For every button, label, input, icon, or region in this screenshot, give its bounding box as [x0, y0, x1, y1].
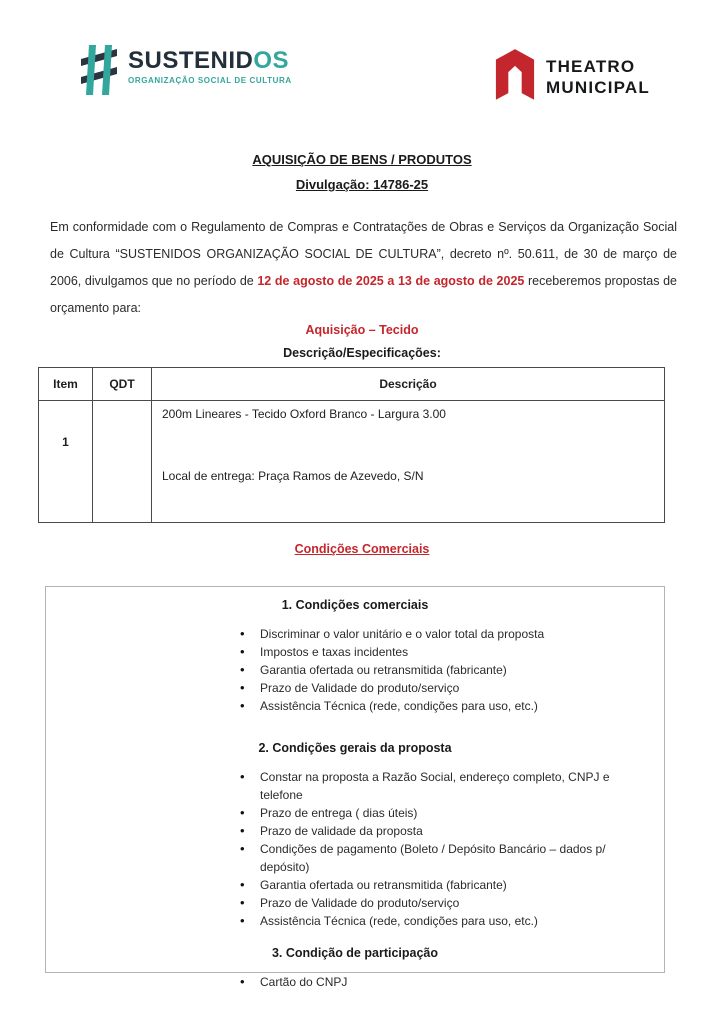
- hashtag-icon: [78, 42, 120, 103]
- theatro-line1: THEATRO: [546, 56, 636, 76]
- section-3-list: [236, 973, 650, 991]
- sustenidos-logo: [78, 42, 292, 103]
- acquisition-heading: Aquisição – Tecido: [305, 323, 419, 337]
- sustenidos-wordmark: SUSTENIDOS: [128, 47, 290, 74]
- section-2-heading: 2. Condições gerais da proposta: [258, 741, 452, 755]
- description-cell: [152, 401, 665, 523]
- delivery-location: Local de entrega: Praça Ramos de Azevedo, S/N: [162, 469, 424, 483]
- sustenidos-tagline: ORGANIZAÇÃO SOCIAL DE CULTURA: [128, 76, 292, 85]
- column-header-descricao: Descrição: [152, 368, 665, 401]
- list-item: • Cartão do CNPJ: [236, 973, 650, 991]
- list-item: • Garantia ofertada ou retransmitida (fabricante): [236, 661, 650, 679]
- list-item: • Impostos e taxas incidentes: [236, 643, 650, 661]
- section-1-list: [236, 625, 650, 715]
- intro-part2: receberemos propostas de orçamento para:: [50, 274, 678, 315]
- list-item: • Prazo de entrega ( dias úteis): [236, 804, 650, 822]
- specification-table: [38, 367, 665, 523]
- list-item: • Prazo de Validade do produto/serviço: [236, 894, 650, 912]
- table-header-row: [39, 368, 665, 401]
- section-3-heading: 3. Condição de participação: [271, 946, 438, 960]
- list-item: • Prazo de Validade do produto/serviço: [236, 679, 650, 697]
- section-2-list: [236, 768, 650, 930]
- list-item: • Constar na proposta a Razão Social, endereço completo, CNPJ e telefone: [236, 768, 650, 804]
- page-subtitle: Divulgação: 14786-25: [295, 177, 429, 192]
- column-header-qdt: QDT: [93, 368, 152, 401]
- conditions-title: Condições Comerciais: [294, 542, 430, 556]
- intro-paragraph: [50, 214, 677, 322]
- theatro-municipal-logo: [494, 47, 650, 106]
- item-number-cell: 1: [39, 401, 93, 523]
- sustenidos-logo-text: [128, 42, 292, 85]
- page-title: AQUISIÇÃO DE BENS / PRODUTOS: [252, 152, 472, 167]
- qdt-cell: [93, 401, 152, 523]
- list-item: • Assistência Técnica (rede, condições para uso, etc.): [236, 912, 650, 930]
- specification-heading: Descrição/Especificações:: [283, 346, 441, 360]
- list-item: • Prazo de validade da proposta: [236, 822, 650, 840]
- section-1-heading: 1. Condições comerciais: [281, 598, 429, 612]
- description-line1: 200m Lineares - Tecido Oxford Branco - Largura 3.00: [162, 407, 446, 421]
- column-header-item: Item: [39, 368, 93, 401]
- list-item: • Discriminar o valor unitário e o valor total da proposta: [236, 625, 650, 643]
- theatro-line2: MUNICIPAL: [546, 77, 650, 97]
- conditions-box: [45, 586, 665, 989]
- arch-icon: [494, 47, 536, 106]
- intro-part1: Em conformidade com o Regulamento de Compras e Contratações de Obras e Serviços da Organização Social de Cultura “SUSTENIDOS ORGANIZAÇÃO SOCIAL DE CULTURA”, decreto nº. 50.611, de 30 de março de 2006, divulgamos que no período de: [50, 220, 677, 288]
- list-item: • Condições de pagamento (Boleto / Depósito Bancário – dados p/ depósito): [236, 840, 650, 876]
- table-row: [39, 401, 665, 523]
- proposal-period-dates: 12 de agosto de 2025 a 13 de agosto de 2025: [257, 274, 525, 288]
- list-item: • Assistência Técnica (rede, condições para uso, etc.): [236, 697, 650, 715]
- list-item: • Garantia ofertada ou retransmitida (fabricante): [236, 876, 650, 894]
- theatro-wordmark: [546, 56, 650, 98]
